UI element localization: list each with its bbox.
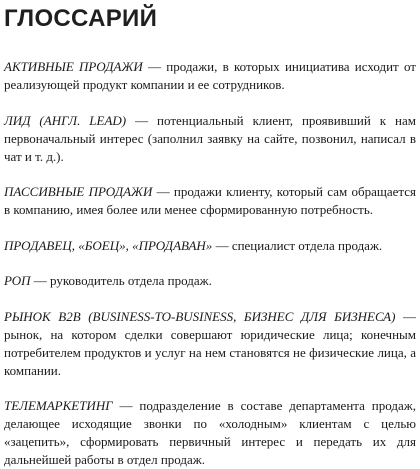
- page-title: ГЛОССАРИЙ: [4, 5, 158, 32]
- glossary-definition: — рынок, на котором сделки совершают юридические лица; конечным потребителем продуктов и услуг на нем становятся не физические лица, а компании.: [4, 308, 417, 378]
- glossary-definition: — подразделение в составе департамента продаж, делающее исходящие звонки по «холодным» клиентам с целью «зацепить», сформировать первичный интерес и передать их для дальнейшей работы в отдел продаж.: [4, 398, 416, 467]
- glossary-term: АКТИВНЫЕ ПРОДАЖИ: [4, 59, 143, 74]
- glossary-definition: — специалист отдела продаж.: [212, 237, 383, 253]
- glossary-entry-passive-sales: [4, 183, 416, 219]
- glossary-list: [4, 58, 416, 469]
- glossary-term: РОП: [4, 273, 31, 288]
- glossary-definition: — продажи клиенту, который сам обращается в компанию, имея более или менее сформированную потребность.: [4, 184, 416, 217]
- glossary-entry-b2b-market: [4, 308, 416, 380]
- glossary-term: ПРОДАВЕЦ, «БОЕЦ», «ПРОДАВАН»: [4, 237, 213, 253]
- glossary-term: ТЕЛЕМАРКЕТИНГ: [4, 398, 113, 413]
- glossary-entry-rop: [4, 272, 416, 290]
- glossary-entry-lead: [4, 112, 416, 166]
- glossary-term: ЛИД (АНГЛ. LEAD): [4, 112, 127, 128]
- glossary-entry-seller: [4, 237, 416, 255]
- glossary-definition: — потенциальный клиент, проявивший к нам первоначальный интерес (заполнил заявку на сайте, позвонил, написал в чат и т. д.).: [4, 112, 416, 164]
- glossary-entry-active-sales: [4, 58, 416, 94]
- glossary-definition: — руководитель отдела продаж.: [30, 273, 212, 288]
- glossary-term: ПАССИВНЫЕ ПРОДАЖИ: [4, 184, 153, 199]
- glossary-definition: — продажи, в которых инициатива исходит от реализующей продукт компании и ее сотрудников.: [4, 59, 416, 92]
- glossary-entry-telemarketing: [4, 397, 416, 469]
- glossary-term: РЫНОК B2B (BUSINESS-TO-BUSINESS, БИЗНЕС ДЛЯ БИЗНЕСА): [4, 308, 396, 324]
